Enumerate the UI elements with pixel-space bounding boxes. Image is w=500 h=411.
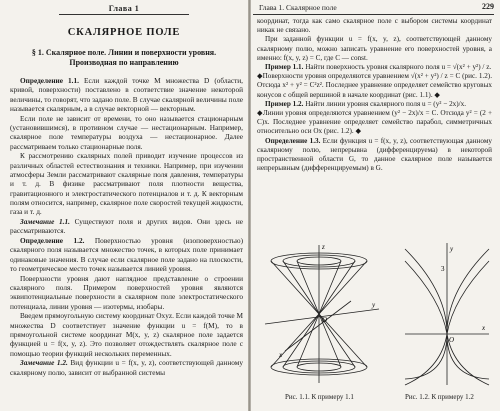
paragraph <box>257 35 492 63</box>
paragraph-text: Существуют поля и других видов. Они здесь не рассматриваются. <box>10 216 243 236</box>
paragraph <box>10 217 243 236</box>
page-number: 229 <box>482 2 494 11</box>
right-body-text <box>251 15 500 173</box>
paragraph <box>10 151 243 216</box>
paragraph <box>10 311 243 357</box>
paragraph-text: Поверхностью уровня (изоповерхностью) скалярного поля называется множество точек, в которых поле принимает одинаковые значения. В случае если скалярное поле задано на плоскости, то геометрическое место точек называется линией уровня. <box>10 236 243 273</box>
paragraph-text: Найти поверхность уровня скалярного поля u = √(x² + y²) / z. <box>303 63 492 72</box>
paragraph-text: К рассмотрению скалярных полей приводит изучение процессов из различных областей естествознания и техники. Например, при изучении атмосферы Земли рассматривают скалярные поля давления, температуры и т. д. В физике рассматривают поля плотности вещества, гравитационного и электростатического потенциалов и т. д. К векторным полям относится, например, скалярное поле скоростей текущей жидкости, газа и т. д. <box>10 151 243 217</box>
left-page <box>0 0 248 411</box>
paragraph-text: Поверхности уровня дают наглядное представление о строении скалярного поля. Примером поверхностей уровня являются эквипотенциальные поверхности в скалярном поле электростатического потенциала, линии уровня — изотермы, изобары. <box>10 273 243 311</box>
paragraph-lead: Замечание 1.2. <box>20 358 68 368</box>
origin-label: O <box>449 336 455 344</box>
paragraph-lead: Пример 1.2. <box>265 99 304 108</box>
z-label: z <box>322 243 325 251</box>
parabola-curve <box>447 261 489 385</box>
origin-label: O <box>322 316 328 324</box>
paragraph-lead: Определение 1.2. <box>20 236 85 246</box>
parabola-curve <box>447 249 489 379</box>
paragraph-lead: Пример 1.1. <box>265 63 304 72</box>
paragraph-text: Если каждой точке M множества D (области, кривой, поверхности) поставлено в соответствие значение некоторой величины, то говорят, что задано поле. В случае скалярной величины поле называется скалярным, а в случае векторной — векторным. <box>10 76 243 113</box>
paragraph-text: координат, тогда как само скалярное поле с выбором системы координат никак не связано. <box>257 17 492 35</box>
section-title: § 1. Скалярное поле. Линии и поверхности уровня. Производная по направлению <box>31 48 217 67</box>
figure-caption: Рис. 1.2. К примеру 1.2 <box>405 393 474 401</box>
paragraph <box>10 236 243 273</box>
parabola-curve <box>405 261 447 385</box>
cone-figure <box>255 239 383 389</box>
paragraph <box>257 17 492 35</box>
running-header <box>253 2 494 15</box>
paragraph-text: При заданной функции u = f(x, y, z), соответствующей данному скалярному полю, можно записать уравнение его поверхностей уровня, а именно: f(x, y, z) = C, где C — const. <box>257 35 492 62</box>
parabola-figure <box>403 239 491 389</box>
paragraph-text: ◆Линии уровня определяются уравнением (y² − 2x)/x = C. Отсюда y² = (2 + C)x. Последнее уравнение определяет семейство парабол, симметричных относительно оси Ox (рис. 1.2). ◆ <box>257 109 492 136</box>
paragraph-text: Вид функции u = f(x, y, z), соответствующей данному скалярному полю, зависит от выбранной системы <box>10 358 244 377</box>
left-body-text <box>0 76 248 377</box>
paragraph <box>10 358 243 377</box>
paragraph-lead: Определение 1.1. <box>20 76 79 85</box>
paragraph-text: ◆Поверхности уровня определяются уравнением √(x² + y²) / z = C (рис. 1.2). Отсюда x² + y² = C²z². Последнее уравнение определяет семейство круговых конусов с общей вершиной в начале координат (рис. 1.1). ◆ <box>257 72 492 99</box>
paragraph-text: Если поле не зависит от времени, то оно называется стационарным (установившимся), в противном случае — нестационарным. Например, скалярное поле температуры воздуха — нестационарное. Далее рассматриваем только стационарные поля. <box>10 113 243 151</box>
x-label: x <box>279 351 283 359</box>
paragraph-text: Введем прямоугольную систему координат Oxyz. Если каждой точке M множества D соответствует значение функции u = f(M), то в прямоугольной системе координат M(x, y, z) скалярное поле задается функцией u = f(x, y, z). Это позволяет отождествлять скалярное поле с помощью теории функций нескольких переменных. <box>10 311 243 358</box>
paragraph <box>257 100 492 109</box>
paragraph <box>257 109 492 137</box>
paragraph <box>10 274 243 311</box>
figures <box>255 239 496 407</box>
paragraph-text: Найти линии уровня скалярного поля u = (y² − 2x)/x. <box>303 99 467 108</box>
x-axis <box>285 301 351 351</box>
right-page <box>251 0 500 411</box>
paragraph <box>10 76 243 113</box>
chapter-title: СКАЛЯРНОЕ ПОЛЕ <box>67 27 181 38</box>
paragraph-lead: Замечание 1.1. <box>20 216 70 226</box>
paragraph <box>257 72 492 100</box>
paragraph <box>257 63 492 72</box>
running-head: Глава 1. Скалярное поле <box>259 3 337 12</box>
figure-caption: Рис. 1.1. К примеру 1.1 <box>285 393 354 401</box>
paragraph-text: Если функция u = f(x, y, z), соответствующая данному скалярному полю, непрерывна (дифференцируема) в некоторой пространственной области G, то данное скалярное поле называется непрерывным (дифференцируемым) в G. <box>257 136 492 173</box>
paragraph <box>257 137 492 174</box>
x-label: x <box>482 324 486 332</box>
chapter-label: Глава 1 <box>108 4 140 13</box>
y-label: y <box>450 245 454 253</box>
paragraph-lead: Определение 1.3. <box>265 136 321 145</box>
y-label: y <box>372 301 376 309</box>
paragraph <box>10 114 243 151</box>
tick-label: 3 <box>441 265 445 273</box>
chapter-rule <box>59 14 189 15</box>
